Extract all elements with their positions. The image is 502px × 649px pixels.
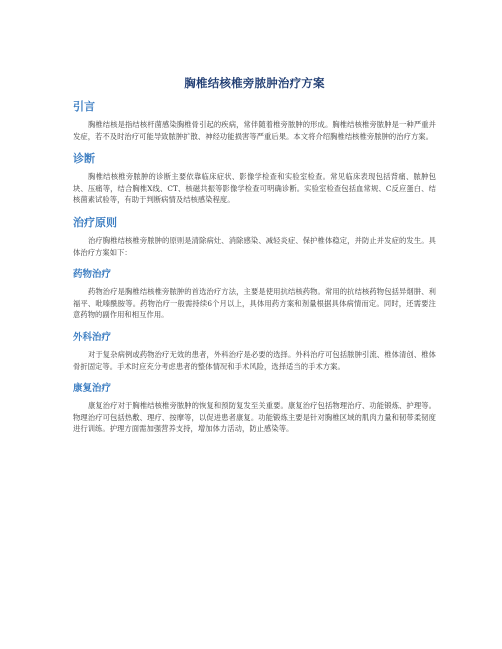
section-heading-treatment-principles: 治疗原则 <box>73 215 117 229</box>
section-body-diagnosis: 胸椎结核椎旁脓肿的诊断主要依靠临床症状、影像学检查和实验室检查。常见临床表现包括背痛、脓肿包块、压痛等，结合胸椎X线、CT、核磁共振等影像学检查可明确诊断。实验室检查包括血常规、C反应蛋白、结核菌素试验等，有助于判断病情及结核感染程度。 <box>73 172 436 205</box>
subsection-body-surgical-treatment: 对于复杂病例或药物治疗无效的患者，外科治疗是必要的选择。外科治疗可包括脓肿引流、椎体清创、椎体骨折固定等。手术时应充分考虑患者的整体情况和手术风险，选择适当的手术方案。 <box>73 349 436 371</box>
subsection-body-rehabilitation: 康复治疗对于胸椎结核椎旁脓肿的恢复和预防复发至关重要。康复治疗包括物理治疗、功能锻炼、护理等。物理治疗可包括热敷、理疗、按摩等，以促进患者康复。功能锻炼主要是针对胸椎区域的肌肉力量和韧带柔韧度进行训练。护理方面需加强营养支持，增加体力活动，防止感染等。 <box>73 401 436 434</box>
section-heading-diagnosis: 诊断 <box>73 152 95 166</box>
subsection-heading-surgical-treatment: 外科治疗 <box>73 331 112 343</box>
document-title: 胸椎结核椎旁脓肿治疗方案 <box>184 76 325 90</box>
subsection-heading-drug-therapy: 药物治疗 <box>73 269 112 281</box>
subsection-heading-rehabilitation: 康复治疗 <box>73 383 112 395</box>
section-body-treatment-principles: 治疗胸椎结核椎旁脓肿的原则是清除病灶、消除感染、减轻炎症、保护椎体稳定，并防止并发症的发生。具体治疗方案如下： <box>73 235 436 257</box>
subsection-body-drug-therapy: 药物治疗是胸椎结核椎旁脓肿的首选治疗方法，主要是使用抗结核药物。常用的抗结核药物包括异烟肼、利福平、吡嗪酰胺等。药物治疗一般需持续6个月以上，具体用药方案和剂量根据具体病情而定。同时，还需要注意药物的副作用和相互作用。 <box>73 287 436 320</box>
section-body-introduction: 胸椎结核是指结核杆菌感染胸椎骨引起的疾病，常伴随着椎旁脓肿的形成。胸椎结核椎旁脓肿是一种严重并发症，若不及时治疗可能导致脓肿扩散、神经功能损害等严重后果。本文将介绍胸椎结核椎旁脓肿的治疗方案。 <box>73 120 436 141</box>
section-heading-introduction: 引言 <box>73 100 95 113</box>
document-page <box>73 76 436 445</box>
